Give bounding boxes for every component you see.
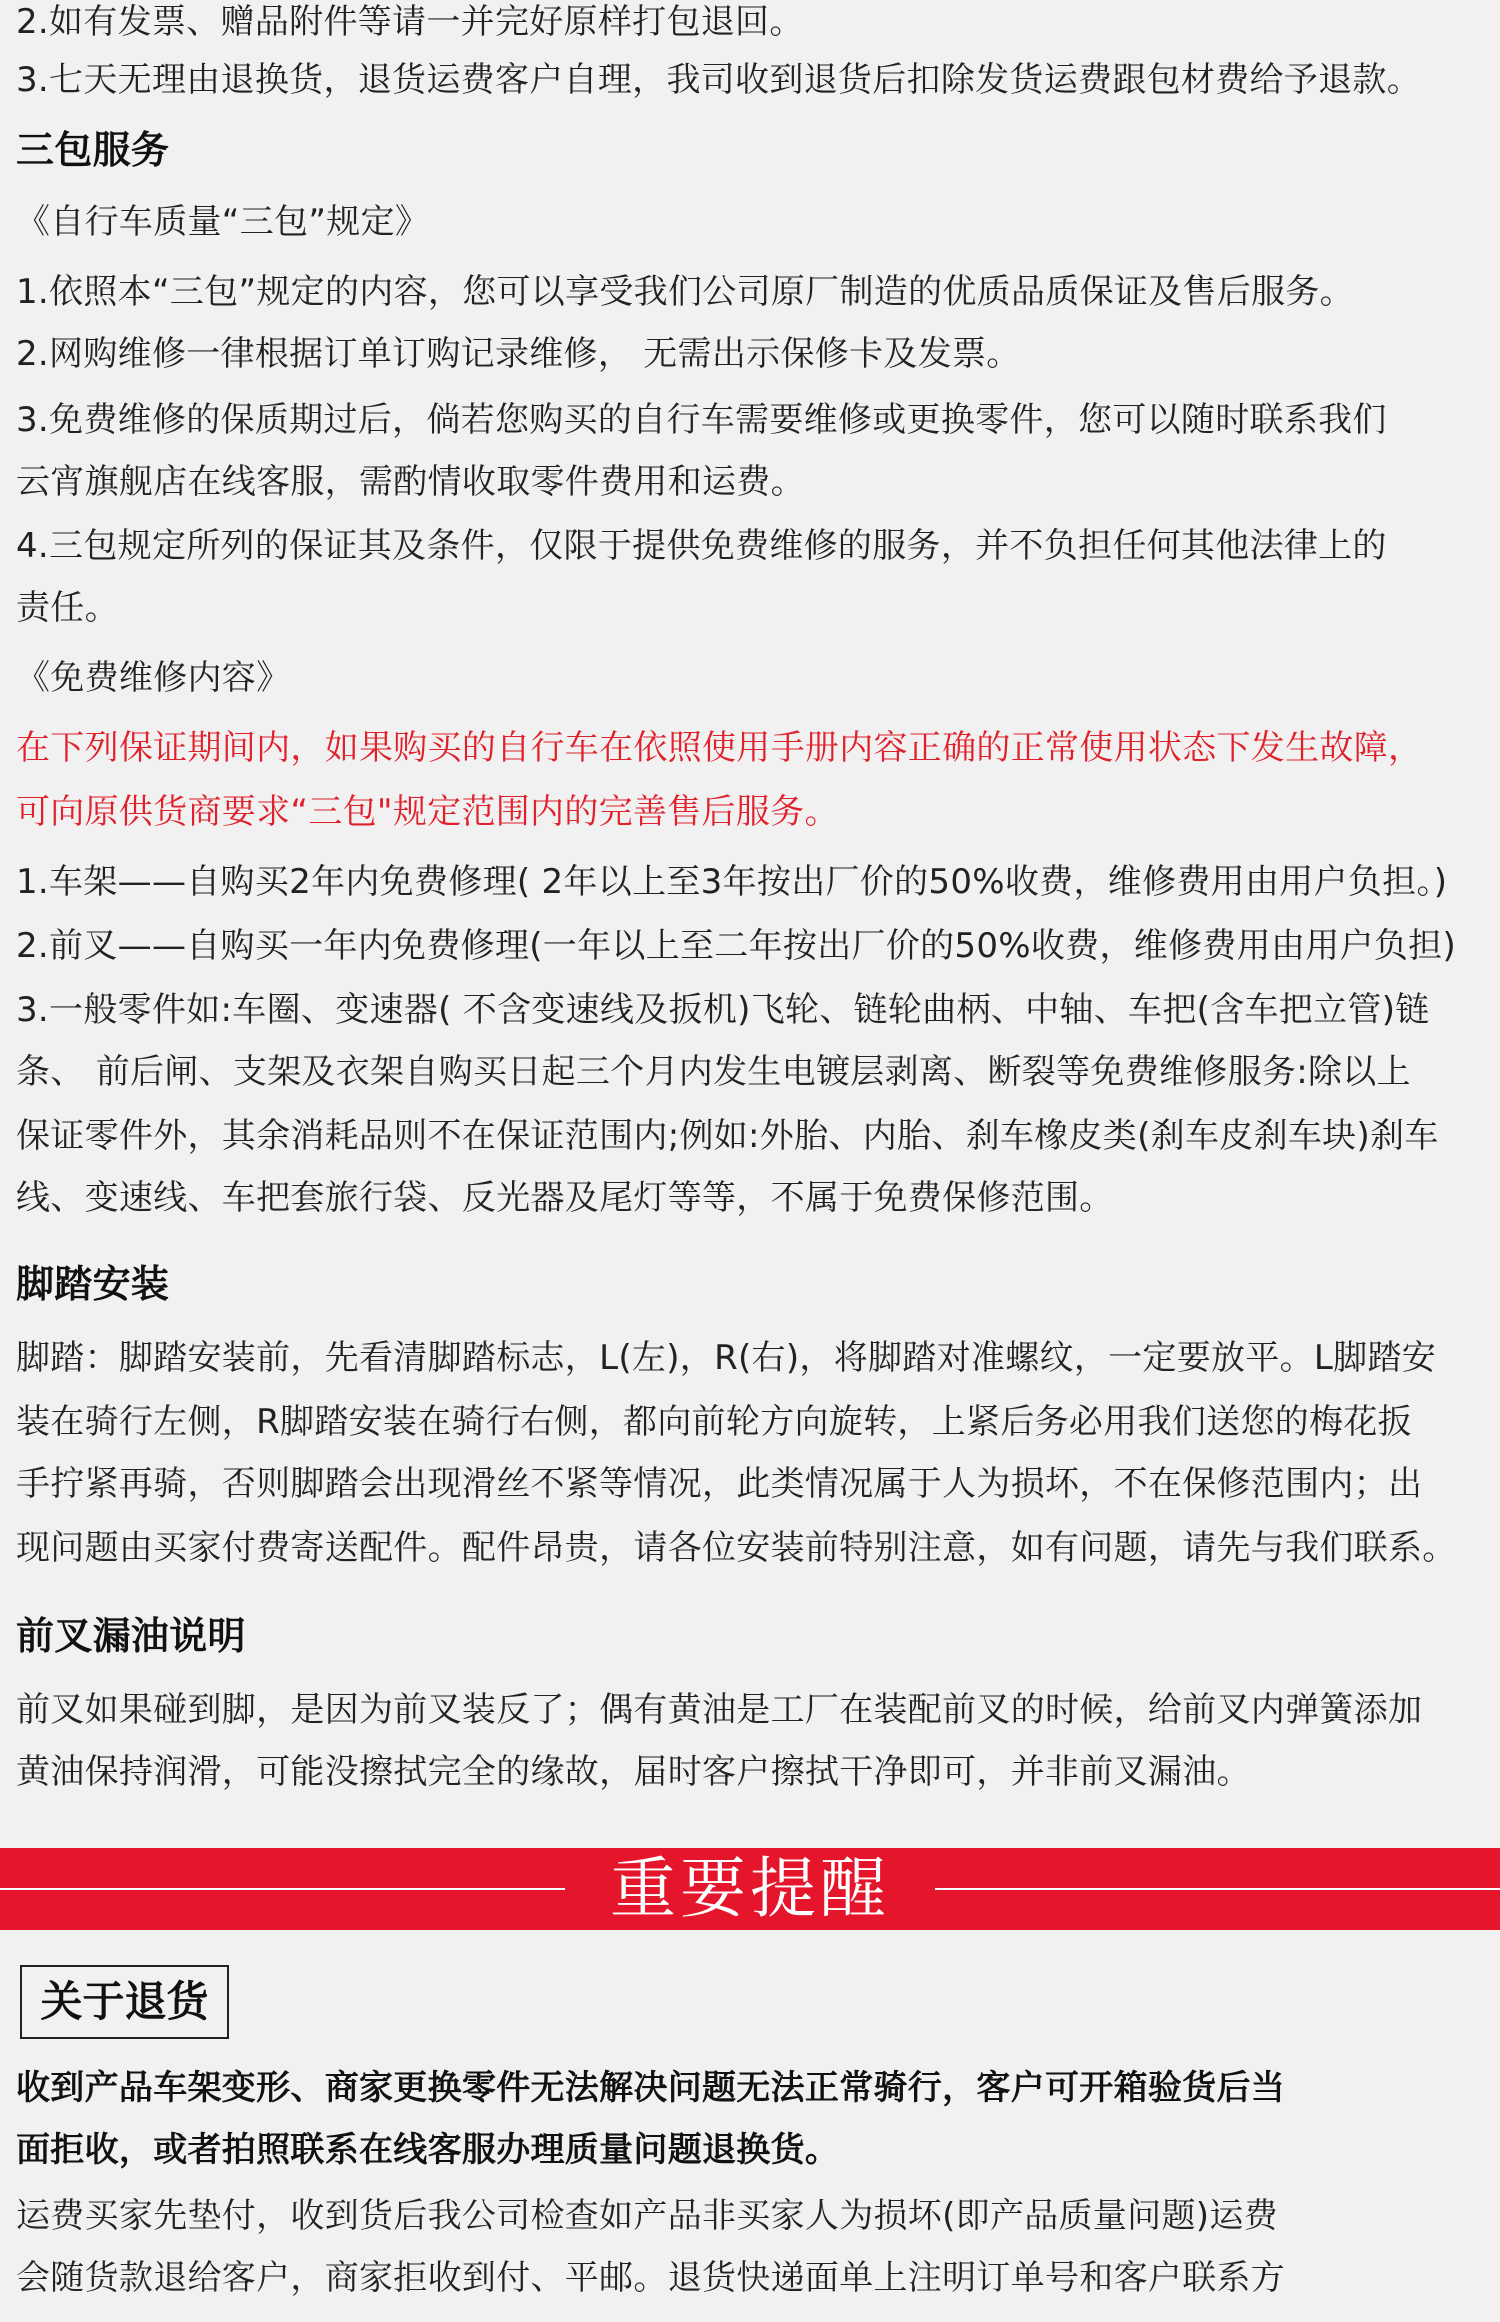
text-line: 2.如有发票、赠品附件等请一并完好原样打包退回。 [16,2,804,42]
returns-label-box [20,1965,229,2039]
text-line: 脚踏：脚踏安装前，先看清脚踏标志，L(左)，R(右)，将脚踏对准螺纹，一定要放平。L脚踏安 [16,1338,1437,1378]
text-line: 会随货款退给客户，商家拒收到付、平邮。退货快递面单上注明订单号和客户联系方 [16,2258,1286,2298]
text-line: 云宵旗舰店在线客服，需酌情收取零件费用和运费。 [16,462,805,502]
text-line: 3.一般零件如:车圈、变速器( 不含变速线及扳机)飞轮、链轮曲柄、中轴、车把(含车把立管)链 [16,990,1430,1030]
text-line: 1.车架——自购买2年内免费修理( 2年以上至3年按出厂价的50%收费，维修费用由用户负担。) [16,862,1448,902]
text-line: 现问题由买家付费寄送配件。配件昂贵，请各位安装前特别注意，如有问题，请先与我们联系。 [16,1528,1457,1568]
text-line: 保证零件外，其余消耗品则不在保证范围内;例如:外胎、内胎、刹车橡皮类(刹车皮刹车块)刹车 [16,1116,1439,1156]
bold-text-line: 面拒收，或者拍照联系在线客服办理质量问题退换货。 [16,2130,840,2170]
section-heading-pedal: 脚踏安装 [16,1262,170,1306]
text-line: 责任。 [16,588,119,628]
text-line: 2.前叉——自购买一年内免费修理(一年以上至二年按出厂价的50%收费，维修费用由用户负担) [16,926,1457,966]
text-line: 装在骑行左侧，R脚踏安装在骑行右侧，都向前轮方向旋转，上紧后务必用我们送您的梅花扳 [16,1402,1412,1442]
text-line: 线、变速线、车把套旅行袋、反光器及尾灯等等，不属于免费保修范围。 [16,1178,1114,1218]
text-line: 2.网购维修一律根据订单订购记录维修， 无需出示保修卡及发票。 [16,334,1021,374]
text-line: 前叉如果碰到脚，是因为前叉装反了；偶有黄油是工厂在装配前叉的时候，给前叉内弹簧添加 [16,1690,1423,1730]
text-line: 3.七天无理由退换货，退货运费客户自理，我司收到退货后扣除发货运费跟包材费给予退款。 [16,60,1422,100]
text-line: 手拧紧再骑，否则脚踏会出现滑丝不紧等情况，此类情况属于人为损坏，不在保修范围内；出 [16,1464,1423,1504]
warning-text: 在下列保证期间内，如果购买的自行车在依照使用手册内容正确的正常使用状态下发生故障， [16,728,1423,768]
bold-text-line: 收到产品车架变形、商家更换零件无法解决问题无法正常骑行，客户可开箱验货后当 [16,2068,1286,2108]
text-line: 4.三包规定所列的保证其及条件，仅限于提供免费维修的服务，并不负担任何其他法律上的 [16,526,1387,566]
text-line: 条、 前后闸、支架及衣架自购买日起三个月内发生电镀层剥离、断裂等免费维修服务:除以上 [16,1052,1411,1092]
text-line: 黄油保持润滑，可能没擦拭完全的缘故，届时客户擦拭干净即可，并非前叉漏油。 [16,1752,1251,1792]
important-banner [0,1848,1500,1930]
banner-title: 重要提醒 [610,1850,890,1927]
banner-rule-right [935,1888,1500,1890]
rule-title: 《自行车质量“三包”规定》 [16,202,430,242]
banner-rule-left [0,1888,565,1890]
section-heading-fork: 前叉漏油说明 [16,1614,246,1658]
free-repair-title: 《免费维修内容》 [16,658,291,698]
warning-text: 可向原供货商要求“三包"规定范围内的完善售后服务。 [16,792,839,832]
text-line: 运费买家先垫付，收到货后我公司检查如产品非买家人为损坏(即产品质量问题)运费 [16,2196,1278,2236]
returns-label: 关于退货 [40,1977,209,2026]
section-heading-sanbao: 三包服务 [16,128,170,172]
text-line: 1.依照本“三包”规定的内容，您可以享受我们公司原厂制造的优质品质保证及售后服务。 [16,272,1354,312]
text-line: 3.免费维修的保质期过后，倘若您购买的自行车需要维修或更换零件，您可以随时联系我们 [16,400,1387,440]
